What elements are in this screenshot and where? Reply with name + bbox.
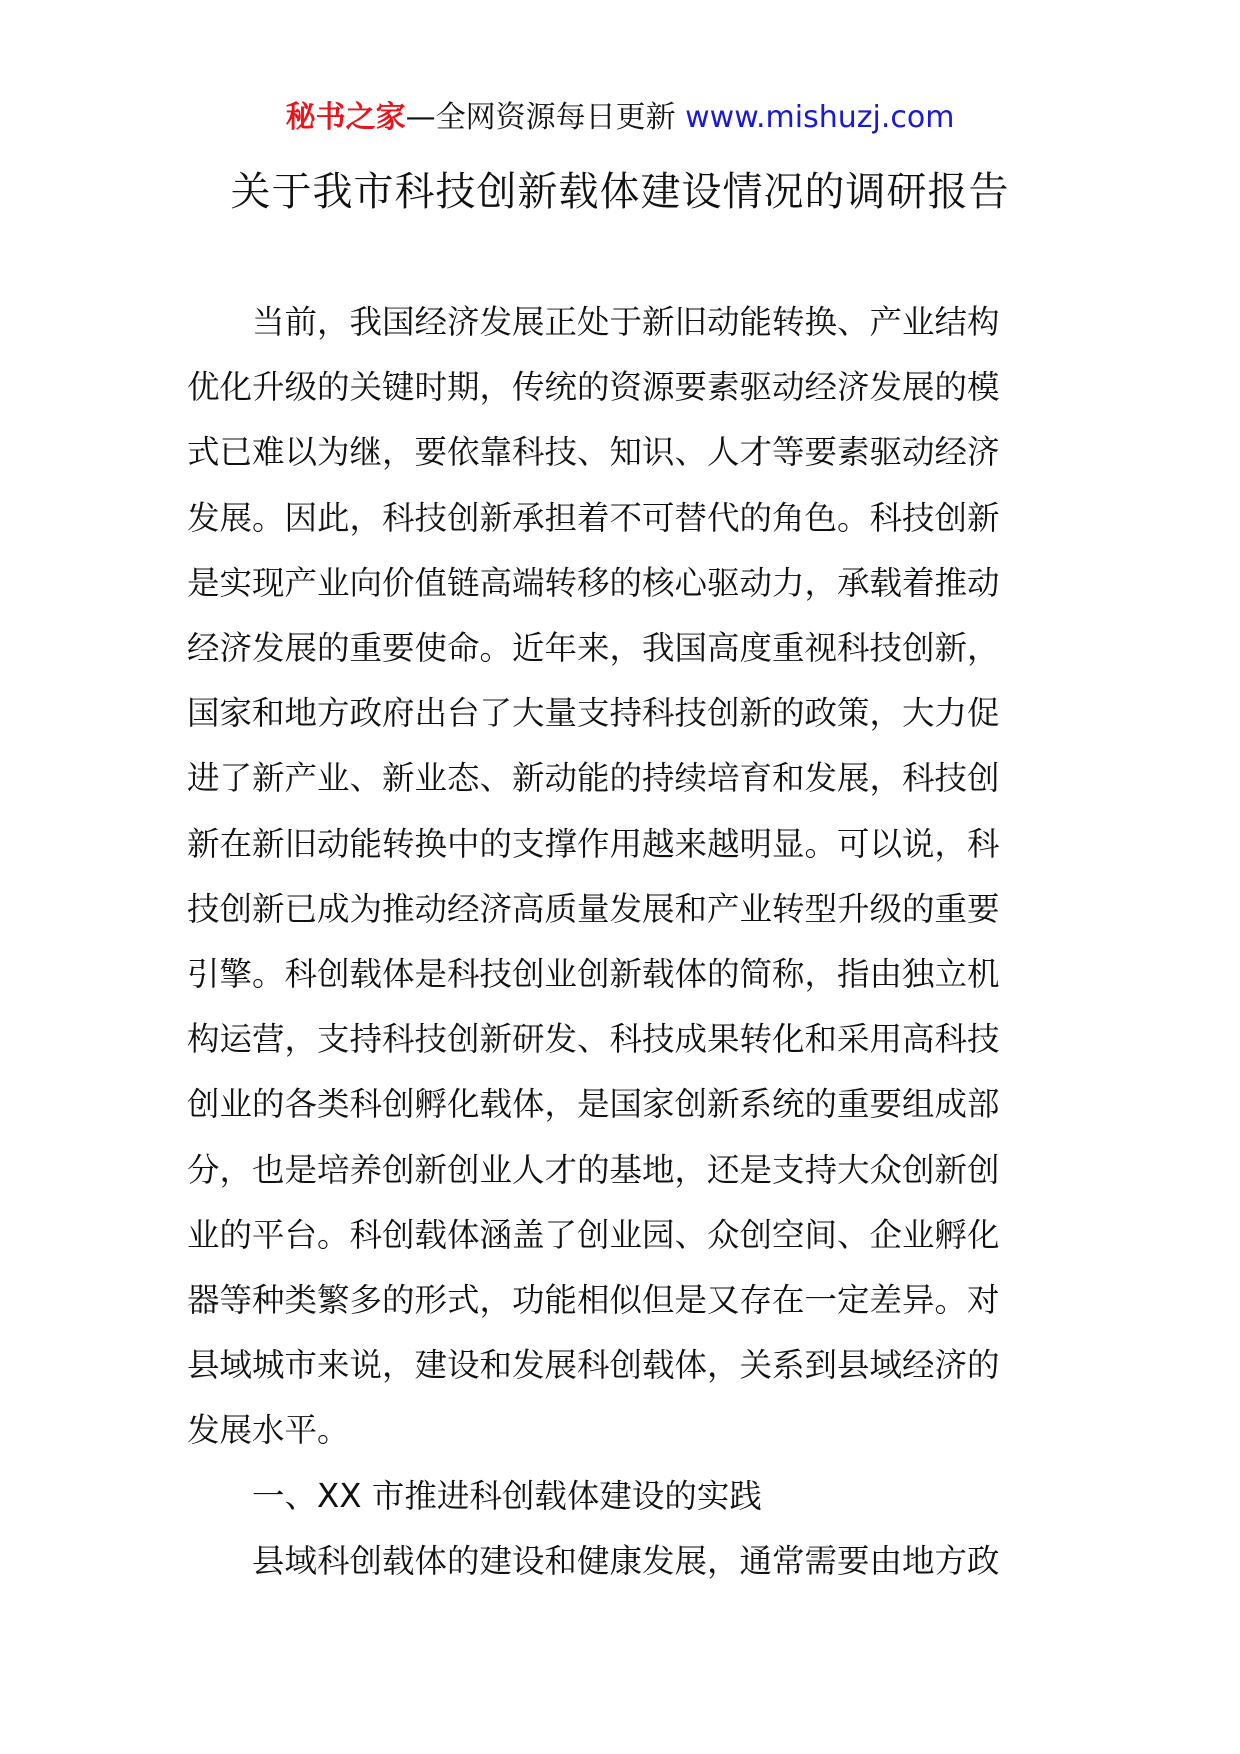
text-line: 当前，我国经济发展正处于新旧动能转换、产业结构 <box>252 303 1000 341</box>
text-line: 进了新产业、新业态、新动能的持续培育和发展，科技创 <box>187 759 1000 798</box>
document-title: 关于我市科技创新载体建设情况的调研报告 <box>230 169 1010 215</box>
paragraph-section-1 <box>187 1529 1053 1594</box>
text-line: 是实现产业向价值链高端转移的核心驱动力，承载着推动 <box>187 563 1000 602</box>
section-heading-text: 一、XX 市推进科创载体建设的实践 <box>252 1476 762 1515</box>
text-line: 发展。因此，科技创新承担着不可替代的角色。科技创新 <box>187 498 1000 537</box>
text-line: 业的平台。科创载体涵盖了创业园、众创空间、企业孵化 <box>187 1215 1000 1254</box>
header-tagline: —全网资源每日更新 <box>405 100 676 135</box>
text-line: 经济发展的重要使命。近年来，我国高度重视科技创新， <box>187 629 1000 668</box>
document-body <box>187 290 1053 1594</box>
brand-name: 秘书之家 <box>285 100 406 135</box>
text-line: 式已难以为继，要依靠科技、知识、人才等要素驱动经济 <box>187 433 1000 472</box>
text-line: 县域科创载体的建设和健康发展，通常需要由地方政 <box>252 1541 1000 1580</box>
text-line: 县域城市来说，建设和发展科创载体，关系到县域经济的 <box>187 1346 1000 1385</box>
text-line: 引擎。科创载体是科技创业创新载体的简称，指由独立机 <box>187 955 1000 994</box>
text-line: 构运营，支持科技创新研发、科技成果转化和采用高科技 <box>187 1020 1000 1059</box>
website-link[interactable]: www.mishuzj.com <box>685 100 955 135</box>
section-heading <box>187 1464 1053 1529</box>
text-line: 发展水平。 <box>187 1411 350 1450</box>
text-line: 优化升级的关键时期，传统的资源要素驱动经济发展的模 <box>187 368 1000 407</box>
text-line: 创业的各类科创孵化载体，是国家创新系统的重要组成部 <box>187 1085 1000 1124</box>
text-line: 技创新已成为推动经济高质量发展和产业转型升级的重要 <box>187 889 1000 928</box>
text-line: 器等种类繁多的形式，功能相似但是又存在一定差异。对 <box>187 1281 1000 1320</box>
text-line: 国家和地方政府出台了大量支持科技创新的政策，大力促 <box>187 694 1000 733</box>
paragraph-intro <box>187 290 1053 1464</box>
text-line: 新在新旧动能转换中的支撑作用越来越明显。可以说，科 <box>187 824 1000 863</box>
source-header <box>0 98 1240 138</box>
text-line: 分，也是培养创新创业人才的基地，还是支持大众创新创 <box>187 1150 1000 1189</box>
